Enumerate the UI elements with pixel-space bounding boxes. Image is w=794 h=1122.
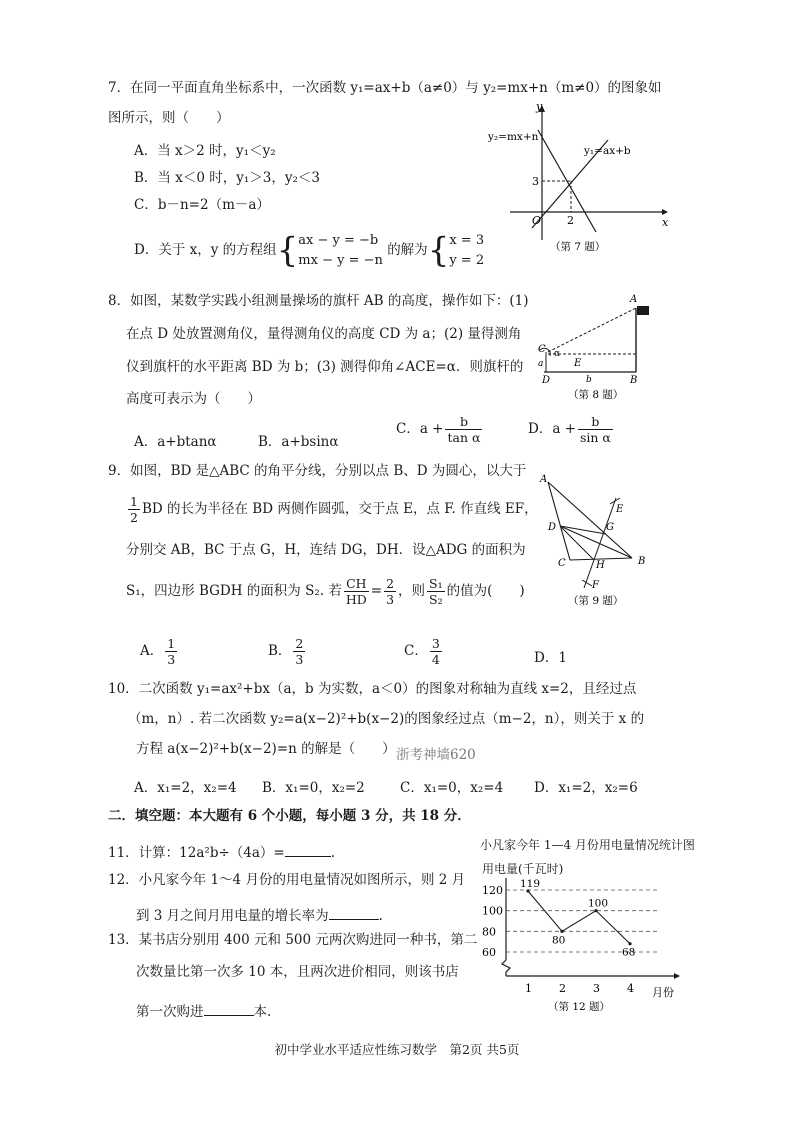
q13-post: 本. [253,1004,272,1020]
q9-label-a: A [540,474,548,485]
q7-system-row2: mx − y = −n [298,252,383,268]
q7-tick-2: 2 [567,214,574,227]
q9-half-denominator: 2 [130,510,138,525]
q8-option-b: B．a+bsinα [258,434,339,450]
axis-break [502,960,510,976]
q7-option-b: B．当 x＜0 时，y₁＞3，y₂＜3 [134,170,320,186]
q9-equals: = [370,583,383,599]
q9-label-c: C [558,558,566,569]
chart-title: 小凡家今年 1—4 月份用电量情况统计图 [480,838,695,852]
q7-y-axis-label: y [536,100,543,113]
q7-label-y2: y₂=mx+n [488,131,539,143]
q8-option-d [528,414,615,445]
q13-stem-line2: 次数量比第一次多 10 本，且两次进价相同，则该书店 [136,964,459,980]
q9-stem-line2 [126,494,538,525]
q9-option-b [268,636,307,667]
q9-stem-line4 [126,576,525,607]
q8-stem-line4: 高度可表示为（ ） [126,391,261,407]
q10-stem-line1: 10．二次函数 y₁=ax²+bx（a，b 为实数，a＜0）的图象对称轴为直线 x=2，且经过点 [108,681,637,697]
q9-label-e: E [616,504,624,515]
q12-line-chart [478,876,700,1014]
page-footer: 初中学业水平适应性练习数学 第2页 共5页 [274,1042,520,1057]
q8-option-c-denominator: tan α [447,430,481,445]
q8-option-d-denominator: sin α [579,430,611,445]
q8-option-a: A．a+btanα [134,434,217,450]
q7-caption: （第 7 题） [550,241,606,253]
q9-option-a-den: 3 [167,652,176,667]
q11 [108,841,335,861]
data-label: 100 [588,897,609,910]
x-tick-label: 2 [559,982,566,995]
chart-ylabel: 用电量(千瓦时) [482,862,564,876]
q8-stem-line1: 8．如图，某数学实践小组测量操场的旗杆 AB 的高度，操作如下：(1) [108,293,529,309]
q9-label-h: H [596,560,605,571]
q11-answer-blank[interactable] [285,844,331,857]
q10-stem-line2: （m，n）. 若二次函数 y₂=a(x−2)²+b(x−2)的图象经过点（m−2，n），则关于 x 的 [128,711,645,727]
section-2-title: 二．填空题：本大题有 6 个小题，每小题 3 分，共 18 分． [108,808,471,824]
q9-option-b-pre: B． [268,643,292,659]
q11-text: 11．计算：12a²b÷（4a）= [108,845,285,861]
q8-option-c [396,414,484,445]
q12-stem-line1: 12．小凡家今年 1～4 月份的用电量情况如图所示，则 2 月 [108,872,466,888]
q9-figure [530,468,660,608]
q9-label-b: B [638,556,646,567]
data-point [628,942,631,945]
q8-caption: （第 8 题） [568,389,624,401]
q9-stem-line3: 分别交 AB，BC 于点 G，H，连结 DG，DH．设△ADG 的面积为 [126,542,526,558]
q9-ratio-hd: HD [345,592,367,607]
q9-ratio-ch: CH [344,576,369,592]
x-tick-label: 1 [525,982,532,995]
q8-stem-line3: 仪到旗杆的水平距离 BD 为 b；(3) 测得仰角∠ACE=α．则旗杆的 [126,359,524,375]
q9-option-a-pre: A． [140,643,164,659]
q8-flag [637,306,649,315]
q12-stem-line2 [136,904,383,924]
q9-stem-line1: 9．如图，BD 是△ABC 的角平分线，分别以点 B、D 为圆心，以大于 [108,463,527,479]
q7-stem-line1: 7．在同一平面直角坐标系中，一次函数 y₁=ax+b（a≠0）与 y₂=mx+n（m≠0）的图象如 [108,80,662,96]
q8-label-e: E [574,358,582,369]
q8-option-c-numerator: b [445,414,482,430]
q9-stem-line4-pre: S₁，四边形 BGDH 的面积为 S₂. 若 [126,583,342,599]
q9-option-b-den: 3 [295,652,304,667]
series-line [528,891,630,947]
q7-option-c: C．b－n=2（m－a） [134,197,270,213]
q7-solution-row2: y = 2 [449,252,485,268]
q7-x-axis-label: x [662,216,669,229]
q10-option-d: D．x₁=2，x₂=6 [534,780,638,796]
q9-option-c [404,636,444,667]
q9-ratio-3: 3 [386,592,395,607]
q9-then: ，则 [398,583,426,599]
q8-option-d-numerator: b [578,414,613,430]
x-tick-label: 4 [627,982,634,995]
q7-option-a: A．当 x＞2 时，y₁＜y₂ [134,143,276,159]
x-axis-arrow [674,973,680,979]
q7-figure [480,100,680,260]
q9-label-d: D [548,522,557,533]
q9-stem-line2-text: BD 的长为半径在 BD 两侧作圆弧，交于点 E，点 F. 作直线 EF， [141,501,538,517]
q8-option-d-pre: D．a + [528,421,576,437]
data-label: 119 [520,878,541,891]
q9-option-c-den: 4 [431,652,440,667]
q8-label-small-a: a [538,359,544,369]
q13-stem-line1: 13．某书店分别用 400 元和 500 元两次购进同一种书，第二 [108,932,478,948]
q8-label-a-point: A [630,294,638,305]
data-label: 68 [622,946,636,959]
q7-system-row1: ax − y = −b [298,232,379,248]
q7-tick-3: 3 [532,175,539,188]
q8-label-c: C [538,344,546,355]
y-tick-label: 80 [482,925,496,939]
q12-post: . [378,908,383,924]
y-tick-label: 120 [482,884,503,897]
q8-stem-line2: 在点 D 处放置测角仪，量得测角仪的高度 CD 为 a；(2) 量得测角 [126,326,522,342]
q13-text: 第一次购进 [136,1004,204,1020]
q9-option-c-num: 3 [431,636,440,651]
q8-label-small-b: b [586,375,592,385]
q7-label-y1: y₁=ax+b [584,145,631,157]
q8-figure [530,290,660,402]
y-tick-label: 60 [482,946,496,959]
x-tick-label: 3 [593,982,600,995]
q8-label-d: D [542,375,551,386]
data-point [560,930,563,933]
data-label: 80 [552,934,566,947]
q9-caption: （第 9 题） [568,595,624,607]
q9-option-a [140,636,179,667]
q12-answer-blank[interactable] [329,907,379,920]
q12-text: 到 3 月之间月用电量的增长率为 [136,908,329,924]
q9-option-b-num: 2 [295,636,304,651]
q8-label-b-point: B [630,375,638,386]
x-axis-label: 月份 [652,986,674,999]
q9-option-a-num: 1 [167,636,176,651]
q7-origin: O [532,214,542,227]
q10-option-b: B．x₁=0，x₂=2 [262,780,365,796]
y-tick-label: 100 [482,904,503,918]
q9-s2: S₂ [429,592,443,607]
q10-option-c: C．x₁=0，x₂=4 [400,780,504,796]
q9-stem-line4-post: 的值为( ) [446,583,525,599]
q11-post: . [330,845,336,861]
q13-stem-line3 [136,1000,271,1020]
q9-label-g: G [606,522,614,533]
q10-watermark: 浙考神墙620 [396,747,476,763]
q9-s1: S₁ [429,576,443,591]
q10-option-a: A．x₁=2，x₂=4 [134,780,237,796]
q7-option-d-pre: D．关于 x，y 的方程组 [134,242,277,258]
q13-answer-blank[interactable] [204,1003,254,1016]
q10-stem-line3: 方程 a(x−2)²+b(x−2)=n 的解是（ ） [136,741,396,757]
q7-option-d-mid: 的解为 [387,242,428,258]
chart-caption: （第 12 题） [548,1001,611,1013]
q9-option-d: D．1 [534,650,567,666]
q8-option-c-pre: C．a + [396,421,444,437]
q9-ratio-2: 2 [386,576,395,591]
q8-label-alpha: α [554,349,561,359]
q9-half-numerator: 1 [130,494,138,509]
q7-stem-line2: 图所示，则（ ） [108,110,230,126]
q9-option-c-pre: C． [404,643,428,659]
q7-solution-row1: x = 3 [449,232,485,248]
q9-label-f: F [592,580,599,591]
q7-option-d: D．关于 x，y 的方程组{ ax − y = −b mx − y = −n 的解为{ x = 3 y = 2 [134,230,485,271]
